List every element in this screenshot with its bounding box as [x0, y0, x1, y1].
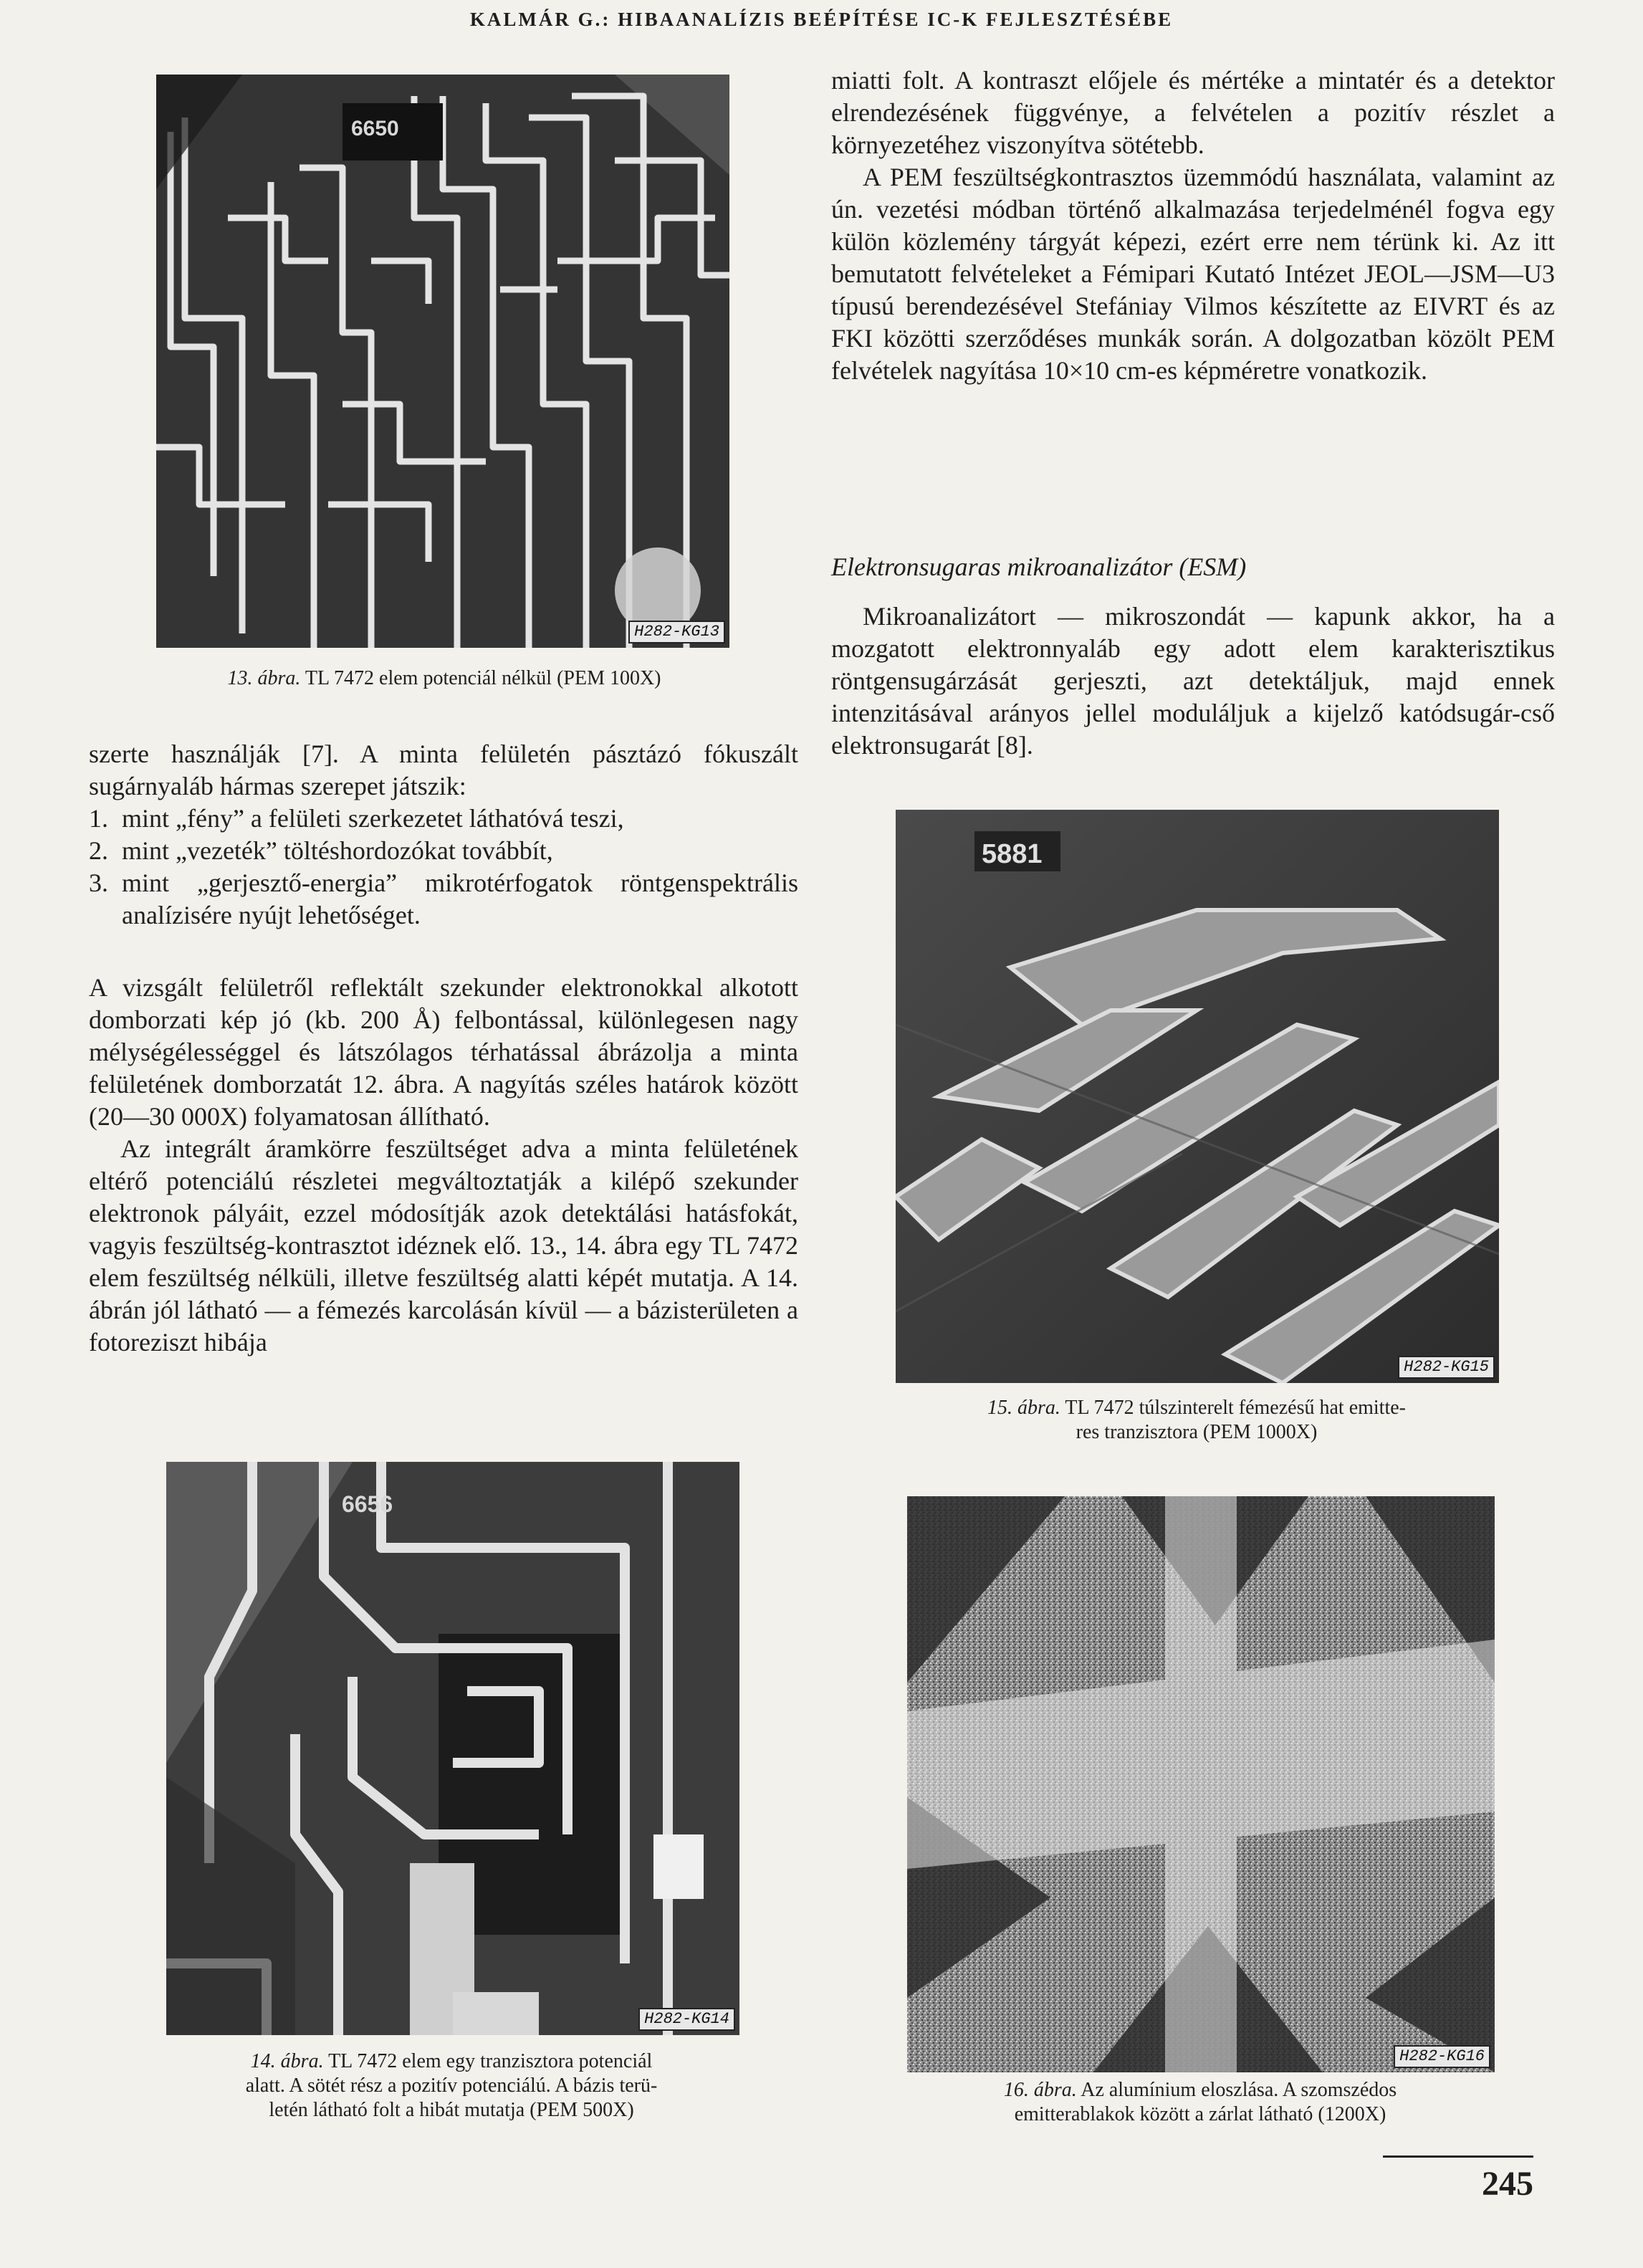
page-number-rule: [1383, 2155, 1533, 2158]
figure-14-label: 14. ábra.: [250, 2050, 324, 2072]
figure-15-label: 15. ábra.: [987, 1397, 1060, 1419]
figure-13-image: [156, 75, 729, 648]
figure-14-caption-line-2: alatt. A sötét rész a pozitív potenciálú. A bázis terü-: [245, 2075, 658, 2097]
figure-13-caption: [107, 666, 781, 691]
list-item-text: mint „fény” a felületi szerkezetet láthatóvá teszi,: [122, 804, 624, 833]
figure-15-overlay-number: 5881: [982, 839, 1043, 869]
right-column-top: [831, 64, 1555, 387]
list-item-number: 1.: [89, 804, 108, 833]
figure-15-caption: [867, 1396, 1526, 1445]
right-paragraph-3: Mikroanalizátort — mikroszondát — kapunk akkor, ha a mozgatott elektronnyaláb egy adott elem karakterisztikus röntgensugárzását gerjeszti, azt detektáljuk, majd ennek intenzitásával arányos jellel moduláljuk a kijelző katódsugár-cső elektronsugarát [8].: [831, 602, 1555, 760]
figure-16-image: [907, 1496, 1495, 2072]
section-heading-esm: Elektronsugaras mikroanalizátor (ESM): [831, 552, 1247, 581]
figure-13-label: 13. ábra.: [227, 667, 301, 689]
list-item-number: 3.: [89, 869, 108, 897]
figure-15-image: [896, 810, 1499, 1383]
figure-13-overlay-number: 6650: [351, 117, 399, 140]
figure-13-caption-text: TL 7472 elem potenciál nélkül (PEM 100X): [305, 667, 661, 689]
figure-13-code: H282-KG13: [628, 621, 725, 643]
figure-15-caption-line-1: TL 7472 túlszinterelt fémezésű hat emitte-: [1065, 1397, 1406, 1419]
left-column-body: [89, 972, 798, 1359]
figure-14-caption: [143, 2049, 760, 2123]
figure-15-caption-line-2: res tranzisztora (PEM 1000X): [1076, 1421, 1318, 1443]
right-column-esm: [831, 601, 1555, 762]
figure-15-code: H282-KG15: [1398, 1356, 1495, 1379]
figure-16-label: 16. ábra.: [1003, 2079, 1077, 2101]
right-paragraph-2: A PEM feszültségkontrasztos üzemmódú használata, valamint az ún. vezetési módban történő alkalmazása terjedelménél fogva egy külön közlemény tárgyát képezi, ezért erre nem térünk ki. Az itt bemutatott felvételeket a Fémipari Kutató Intézet JEOL—JSM—U3 típusú berendezésével Stefániay Vilmos készítette az EIVRT és az FKI közötti szerződéses munkák során. A dolgozatban közölt PEM felvételek nagyítása 10×10 cm-es képméretre vonatkozik.: [831, 163, 1555, 385]
list-item-text: mint „gerjesztő-energia” mikrotérfogatok röntgenspektrális analízisére nyújt lehetőséget.: [122, 869, 798, 929]
list-item: [89, 867, 798, 932]
left-paragraph-1: A vizsgált felületről reflektált szekunder elektronokkal alkotott domborzati kép jó (kb. 200 Å) felbontással, különlegesen nagy mélységélességgel és látszólagos térhatással ábrázolja a minta felületének domborzatát 12. ábra. A nagyítás széles határok között (20—30 000X) folyamatosan állítható.: [89, 973, 798, 1131]
figure-14-image: [166, 1462, 739, 2035]
figure-14-caption-line-1: TL 7472 elem egy tranzisztora potenciál: [328, 2050, 653, 2072]
list-item-number: 2.: [89, 836, 108, 865]
left-paragraph-2: Az integrált áramkörre feszültséget adva a minta felületének eltérő potenciálú részletei megváltoztatják a kilépő szekunder elektronok pályáit, ezzel módosítják azok detektálási hatásfokát, vagyis feszültség-kontrasztot idéznek elő. 13., 14. ábra egy TL 7472 elem feszültség nélküli, illetve feszültség alatti képét mutatja. A 14. ábrán jól látható — a fémezés karcolásán kívül — a bázisterületen a fotoreziszt hibája: [89, 1134, 798, 1357]
figure-14-caption-line-3: letén látható folt a hibát mutatja (PEM 500X): [269, 2099, 634, 2121]
running-header: KALMÁR G.: HIBAANALÍZIS BEÉPÍTÉSE IC-K FEJLESZTÉSÉBE: [469, 9, 1174, 30]
figure-16-code: H282-KG16: [1394, 2045, 1490, 2068]
list-item-text: mint „vezeték” töltéshordozókat továbbít,: [122, 836, 553, 865]
figure-14-code: H282-KG14: [638, 2008, 735, 2031]
figure-14-overlay-number: 6656: [342, 1491, 393, 1517]
page-number: 245: [1482, 2165, 1533, 2203]
role-list: [89, 803, 798, 932]
right-paragraph-1: miatti folt. A kontraszt előjele és mértéke a mintatér és a detektor elrendezésének függvénye, a felvételen a pozitív részlet a környezetéhez viszonyítva sötétebb.: [831, 66, 1555, 159]
figure-16-caption: [881, 2078, 1519, 2127]
figure-16-caption-line-1: Az alumínium eloszlása. A szomszédos: [1081, 2079, 1397, 2101]
list-item: [89, 835, 798, 867]
figure-16-caption-line-2: emitterablakok között a zárlat látható (1200X): [1014, 2103, 1386, 2125]
list-item: [89, 803, 798, 835]
left-intro-paragraph: szerte használják [7]. A minta felületén pásztázó fókuszált sugárnyaláb hármas szerepet játszik:: [89, 740, 798, 800]
left-column-intro: [89, 738, 798, 803]
